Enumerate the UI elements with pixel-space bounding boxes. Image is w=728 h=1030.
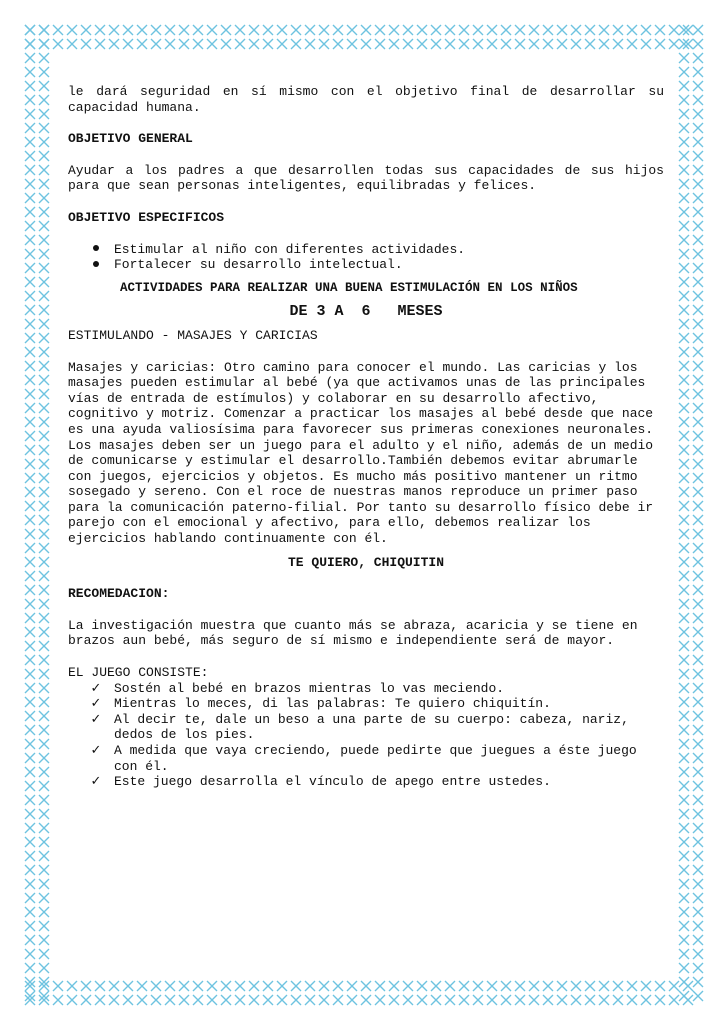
check-mark-icon: ✓ <box>90 774 102 790</box>
check-mark-icon: ✓ <box>90 680 102 696</box>
bullet-icon <box>88 242 104 258</box>
section-title: ESTIMULANDO - MASAJES Y CARICIAS <box>68 327 318 343</box>
objetivo-general-heading: OBJETIVO GENERAL <box>68 131 193 147</box>
objetivo-especificos-list <box>68 242 664 273</box>
body-paragraph: Masajes y caricias: Otro camino para conocer el mundo. Las caricias y los masajes pueden estimular al bebé (ya que activamos unas de las principales vías de entrada de estímulos) y colaborar en su desarrollo afectivo, cognitivo y motriz. Comenzar a practicar los masajes al bebé desde que nace es una ayuda valiosísima para favorecer sus primeras conexiones neuronales. Los masajes deben ser un juego para el adulto y el niño, además de un medio de comunicarse y estimular el desarrollo.También debemos evitar abrumarle con juegos, ejercicios y objetos. Es mucho más positivo mantener un ritmo sosegado y sereno. Con el roce de nuestras manos reproduce un primer paso para la comunicación paterno-filial. Por tanto su desarrollo físico debe ir parejo con el emocional y afectivo, para ello, debemos realizar los ejercicios hablando continuamente con él. <box>68 359 654 547</box>
objetivo-general-text: Ayudar a los padres a que desarrollen todas sus capacidades de sus hijos para que sean personas inteligentes, equilibradas y felices. <box>68 162 664 194</box>
list-item: Estimular al niño con diferentes actividades. <box>68 242 664 258</box>
list-item: ✓ Sostén al bebé en brazos mientras lo vas meciendo. <box>68 681 664 697</box>
check-mark-icon: ✓ <box>90 711 102 727</box>
recomendacion-heading: RECOMEDACION: <box>68 586 170 602</box>
list-item: ✓ Este juego desarrolla el vínculo de apego entre ustedes. <box>68 774 664 790</box>
check-mark-icon: ✓ <box>90 696 102 712</box>
recomendacion-text: La investigación muestra que cuanto más se abraza, acaricia y se tiene en brazos aun bebé, más seguro de sí mismo e independiente será de mayor. <box>68 617 638 649</box>
list-item: ✓ Mientras lo meces, di las palabras: Te quiero chiquitín. <box>68 696 664 712</box>
juego-heading: EL JUEGO CONSISTE: <box>68 665 209 681</box>
actividades-title: ACTIVIDADES PARA REALIZAR UNA BUENA ESTIMULACIÓN EN LOS NIÑOS <box>120 280 578 295</box>
objetivo-especificos-heading: OBJETIVO ESPECIFICOS <box>68 209 225 225</box>
game-title: TE QUIERO, CHIQUITIN <box>287 554 445 570</box>
intro-continuation: le dará seguridad en sí mismo con el objetivo final de desarrollar su capacidad humana. <box>68 84 664 115</box>
list-item: Fortalecer su desarrollo intelectual. <box>68 257 664 273</box>
check-mark-icon: ✓ <box>90 743 102 758</box>
bullet-icon <box>88 257 104 273</box>
document-body <box>68 84 664 790</box>
list-item: ✓ A medida que vaya creciendo, puede pedirte que juegues a éste juego con él. <box>68 743 664 774</box>
list-item: ✓ Al decir te, dale un beso a una parte de su cuerpo: cabeza, nariz, dedos de los pies. <box>68 712 664 743</box>
juego-list <box>68 681 664 790</box>
age-range-title: DE 3 A 6 MESES <box>289 303 443 321</box>
